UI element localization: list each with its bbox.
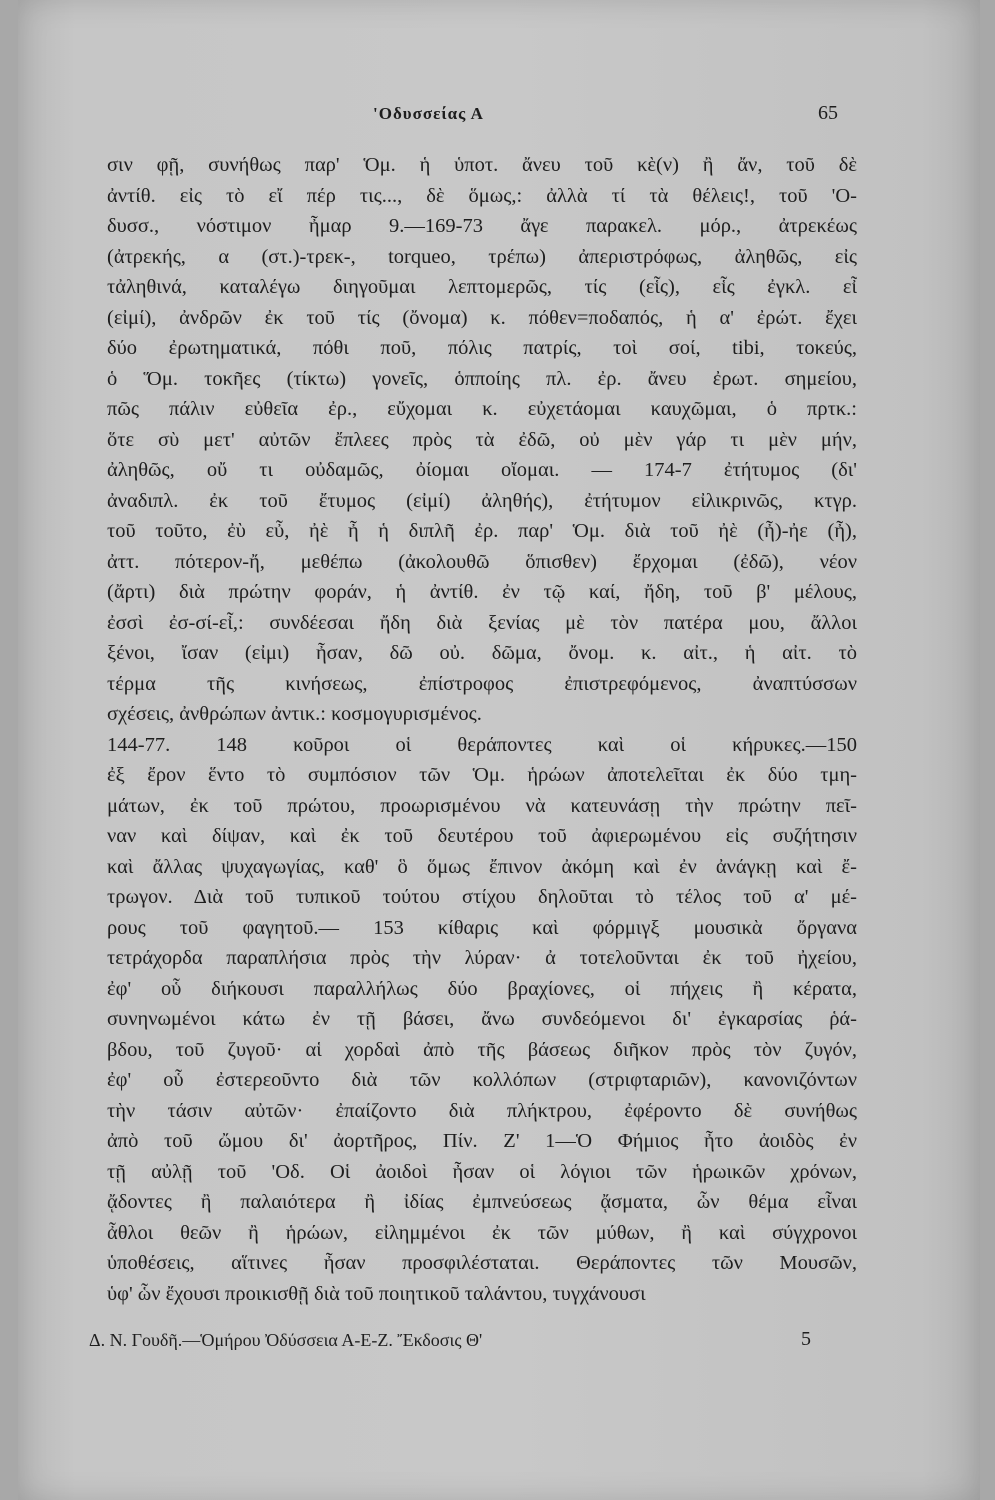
text-line: δυσσ., νόστιμον ἦμαρ 9.—169-73 ἄγε παρακελ. μόρ., ἀτρεκέως (107, 215, 857, 237)
text-line: ἐξ ἔρον ἕντο τὸ συμπόσιον τῶν Ὁμ. ἡρώων ἀποτελεῖται ἐκ δύο τμη- (107, 764, 857, 786)
text-line: ἀναδιπλ. ἐκ τοῦ ἔτυμος (εἰμί) ἀληθής), ἐτήτυμον εἰλικρινῶς, κτγρ. (107, 489, 857, 512)
book-page (18, 0, 980, 1500)
text-line: τὴν τάσιν αὐτῶν· ἐπαίζοντο διὰ πλήκτρου, ἐφέροντο δὲ συνήθως (107, 1099, 857, 1122)
text-line: μάτων, ἐκ τοῦ πρώτου, προωρισμένου νὰ κατευνάσῃ τὴν πρώτην πεῖ- (107, 794, 857, 817)
text-line: σιν φῇ, συνήθως παρ' Ὁμ. ἡ ὑποτ. ἄνευ τοῦ κὲ(ν) ἢ ἄν, τοῦ δὲ (107, 154, 857, 176)
text-line: ἐσσὶ ἐσ-σί-εἶ,: συνδέεσαι ἤδη διὰ ξενίας μὲ τὸν πατέρα μου, ἄλλοι (107, 611, 857, 634)
text-line: τρωγον. Διὰ τοῦ τυπικοῦ τούτου στίχου δηλοῦται τὸ τέλος τοῦ α' μέ- (107, 886, 857, 908)
text-line: καὶ ἄλλας ψυχαγωγίας, καθ' ὃ ὅμως ἔπινον ἀκόμη καὶ ἐν ἀνάγκῃ καὶ ἔ- (107, 855, 857, 878)
text-line: δύο ἐρωτηματικά, πόθι ποῦ, πόλις πατρίς, τοὶ σοί, tibi, τοκεύς, (107, 337, 857, 359)
text-line: ἐφ' οὗ ἐστερεοῦντο διὰ τῶν κολλόπων (στριφταριῶν), κανονιζόντων (107, 1069, 857, 1091)
text-line: τῇ αὐλῇ τοῦ 'Οδ. Οἱ ἀοιδοὶ ἦσαν οἱ λόγιοι τῶν ἡρωικῶν χρόνων, (107, 1160, 857, 1183)
text-line: βδου, τοῦ ζυγοῦ· αἱ χορδαὶ ἀπὸ τῆς βάσεως διῆκον πρὸς τὸν ζυγόν, (107, 1038, 857, 1061)
text-line: ὁ Ὅμ. τοκῆες (τίκτω) γονεῖς, ὁπποίης πλ. ἐρ. ἄνευ ἐρωτ. σημείου, (107, 367, 857, 390)
text-line: ὑφ' ὧν ἔχουσι προικισθῇ διὰ τοῦ ποιητικοῦ ταλάντου, τυγχάνουσι (107, 1282, 646, 1305)
signature-mark: 5 (801, 1328, 811, 1350)
text-line: (ἄρτι) διὰ πρώτην φοράν, ἡ ἀντίθ. ἐν τῷ καί, ἤδη, τοῦ β' μέλους, (107, 581, 857, 603)
page-header (18, 104, 980, 134)
text-line: ἀντίθ. εἰς τὸ εἴ πέρ τις..., δὲ ὅμως,: ἀλλὰ τί τὰ θέλεις!, τοῦ 'Ο- (107, 184, 857, 207)
running-title: 'Οδυσσείας Α (373, 104, 484, 123)
text-line: πῶς πάλιν εὐθεῖα ἐρ., εὔχομαι κ. εὐχετάομαι καυχῶμαι, ὁ πρτκ.: (107, 398, 857, 420)
text-line: ὑποθέσεις, αἵτινες ἦσαν προσφιλέσταται. Θεράποντες τῶν Μουσῶν, (107, 1252, 857, 1274)
commentary-text (107, 150, 857, 1309)
text-line: ἀληθῶς, οὔ τι οὐδαμῶς, ὀίομαι οἴομαι. — 174-7 ἐτήτυμος (δι' (107, 459, 857, 481)
text-line: ρους τοῦ φαγητοῦ.— 153 κίθαρις καὶ φόρμιγξ μουσικὰ ὄργανα (107, 916, 857, 939)
text-line: ὅτε σὺ μετ' αὐτῶν ἔπλεες πρὸς τὰ ἐδῶ, οὐ μὲν γάρ τι μὲν μήν, (107, 428, 857, 451)
page-footer (18, 1330, 980, 1360)
footer-imprint: Δ. Ν. Γουδῆ.—Ὁμήρου Ὀδύσσεια Α-Ε-Ζ. Ἔκδοσις Θ' (89, 1330, 483, 1350)
text-line: συνηνωμένοι κάτω ἐν τῇ βάσει, ἄνω συνδεόμενοι δι' ἐγκαρσίας ῥά- (107, 1008, 857, 1030)
text-line: ᾄδοντες ἢ παλαιότερα ἢ ἰδίας ἐμπνεύσεως ᾄσματα, ὧν θέμα εἶναι (107, 1191, 857, 1213)
text-line: ἐφ' οὗ διήκουσι παραλλήλως δύο βραχίονες, οἱ πήχεις ἢ κέρατα, (107, 977, 857, 1000)
text-line: ξένοι, ἴσαν (εἰμι) ἦσαν, δῶ οὐ. δῶμα, ὄνομ. κ. αἰτ., ἡ αἰτ. τὸ (107, 642, 857, 664)
text-line: τετράχορδα παραπλήσια πρὸς τὴν λύραν· ἀ τοτελοῦνται ἐκ τοῦ ἠχείου, (107, 947, 857, 969)
text-line: τοῦ τοῦτο, ἐὺ εὖ, ἠὲ ἦ ἡ διπλῆ ἐρ. παρ' Ὁμ. διὰ τοῦ ἠὲ (ἦ)-ἠε (ἦ), (107, 520, 857, 542)
text-line: 144-77. 148 κοῦροι οἱ θεράποντες καὶ οἱ κήρυκες.—150 (107, 733, 857, 756)
text-line: ναν καὶ δίψαν, καὶ ἐκ τοῦ δευτέρου τοῦ ἀφιερωμένου εἰς συζήτησιν (107, 825, 857, 847)
text-line: (ἀτρεκής, α (στ.)-τρεκ-, torqueo, τρέπω) ἀπεριστρόφως, ἀληθῶς, εἰς (107, 245, 857, 268)
text-line: τἀληθινά, καταλέγω διηγοῦμαι λεπτομερῶς, τίς (εἷς), εἷς ἐγκλ. εἶ (107, 276, 857, 298)
text-line: ἀττ. πότερον-ἤ, μεθέπω (ἀκολουθῶ ὅπισθεν) ἔρχομαι (ἐδῶ), νέον (107, 550, 857, 573)
text-line: ἆθλοι θεῶν ἢ ἡρώων, εἰλημμένοι ἐκ τῶν μύθων, ἢ καὶ σύγχρονοι (107, 1221, 857, 1244)
text-line: (εἰμί), ἀνδρῶν ἐκ τοῦ τίς (ὄνομα) κ. πόθεν=ποδαπός, ἡ α' ἐρώτ. ἔχει (107, 306, 857, 329)
page-number: 65 (818, 102, 838, 124)
text-line: σχέσεις, ἀνθρώπων ἀντικ.: κοσμογυρισμένος. (107, 703, 482, 725)
text-line: ἀπὸ τοῦ ὤμου δι' ἀορτῆρος, Πίν. Ζ' 1—Ὁ Φήμιος ἦτο ἀοιδὸς ἐν (107, 1130, 857, 1152)
text-line: τέρμα τῆς κινήσεως, ἐπίστροφος ἐπιστρεφόμενος, ἀναπτύσσων (107, 672, 857, 695)
